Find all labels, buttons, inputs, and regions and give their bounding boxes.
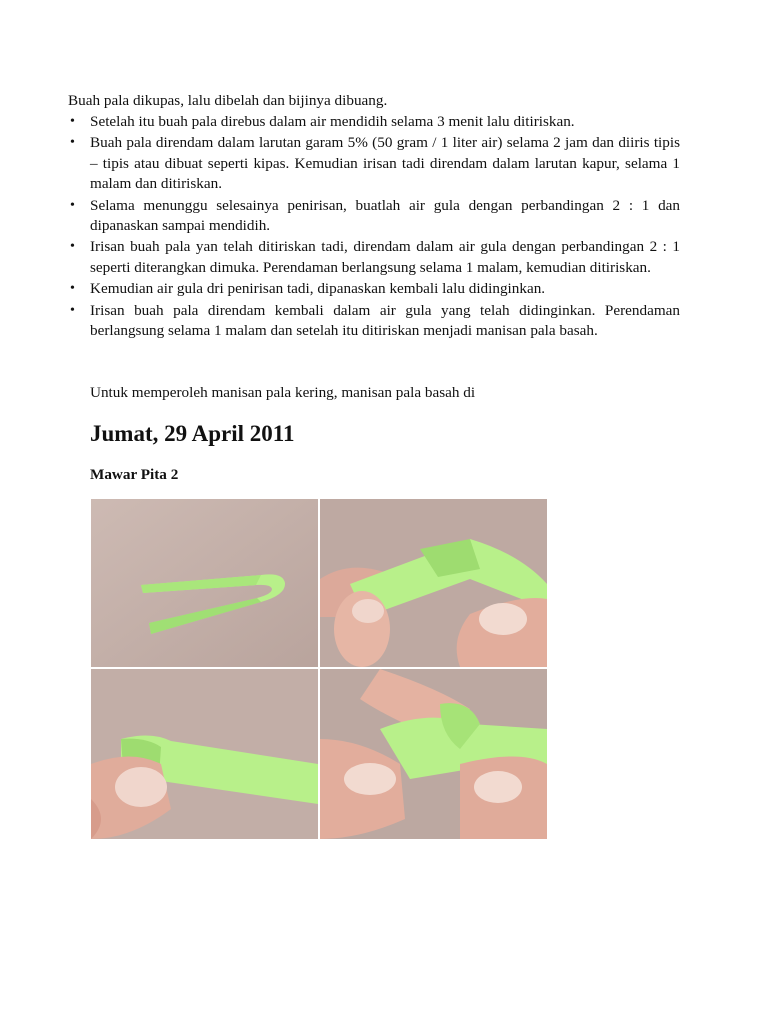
step-text: Kemudian air gula dri penirisan tadi, dipanaskan kembali lalu didinginkan. [90, 280, 546, 298]
ribbon-photo-3-image [91, 669, 318, 839]
step-item [68, 279, 680, 299]
steps-list [68, 112, 680, 342]
bullet-icon: • [70, 135, 75, 151]
ribbon-photo-3 [91, 669, 318, 839]
ribbon-photo-4 [320, 669, 547, 839]
bullet-icon: • [70, 114, 75, 129]
step-item [68, 237, 680, 278]
ribbon-photo-1-image [91, 499, 318, 667]
tail-line: Untuk memperoleh manisan pala kering, manisan pala basah di [90, 384, 476, 401]
step-item [68, 112, 680, 132]
step-item [68, 133, 680, 194]
date-heading: Jumat, 29 April 2011 [90, 421, 295, 446]
ribbon-photo-4-image [320, 669, 547, 839]
ribbon-photo-2-image [320, 499, 547, 667]
ribbon-photo-grid [91, 499, 547, 839]
bullet-icon: • [70, 239, 75, 255]
step-text: Setelah itu buah pala direbus dalam air mendidih selama 3 menit lalu ditiriskan. [90, 113, 575, 130]
step-item [68, 196, 680, 237]
bullet-icon: • [70, 302, 75, 318]
bullet-icon: • [70, 197, 75, 213]
step-text: Irisan buah pala direndam kembali dalam air gula yang telah didinginkan. Perendaman berlangsung selama 1 malam dan setelah itu ditiriskan menjadi manisan pala basah. [90, 301, 680, 340]
step-text: Selama menunggu selesainya penirisan, buatlah air gula dengan perbandingan 2 : 1 dan dipanaskan sampai mendidih. [90, 196, 680, 235]
intro-line: Buah pala dikupas, lalu dibelah dan bijinya dibuang. [68, 92, 388, 109]
ribbon-photo-1 [91, 499, 318, 667]
bullet-icon: • [70, 281, 75, 297]
ribbon-photo-2 [320, 499, 547, 667]
step-item [68, 301, 680, 342]
step-text: Irisan buah pala yan telah ditiriskan tadi, direndam dalam air gula dengan perbandingan 2 : 1 seperti diterangkan dimuka. Perendaman berlangsung selama 1 malam, kemudian ditiriskan. [90, 238, 680, 276]
post-title: Mawar Pita 2 [90, 466, 179, 483]
step-text: Buah pala direndam dalam larutan garam 5% (50 gram / 1 liter air) selama 2 jam dan diiris tipis – tipis atau dibuat seperti kipas. Kemudian irisan tadi direndam dalam larutan kapur, selama 1 malam dan ditiriskan. [90, 134, 680, 193]
